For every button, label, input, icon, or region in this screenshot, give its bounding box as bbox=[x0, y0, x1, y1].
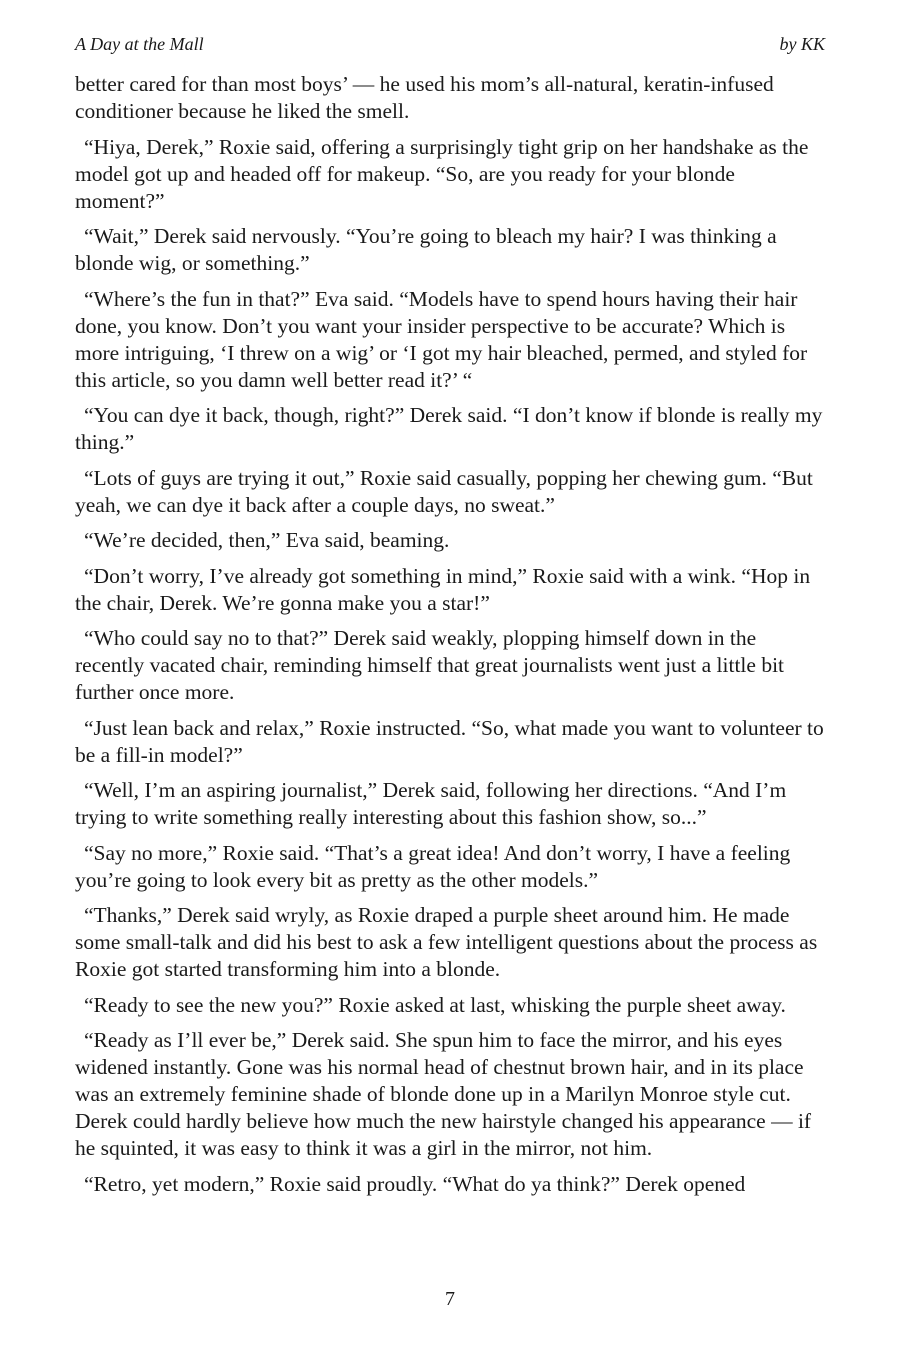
paragraph: “You can dye it back, though, right?” Derek said. “I don’t know if blonde is really my thing.” bbox=[75, 403, 823, 454]
paragraph: better cared for than most boys’ — he used his mom’s all-natural, keratin-infused conditioner because he liked the smell. bbox=[75, 72, 774, 123]
paragraph: “We’re decided, then,” Eva said, beaming. bbox=[84, 528, 450, 552]
paragraph: “Where’s the fun in that?” Eva said. “Models have to spend hours having their hair done, you know. Don’t you want your insider perspective to be accurate? Which is more intriguing, ‘I threw on a wig’ or ‘I got my hair bleached, permed, and styled for this article, so you damn well better read it?’ “ bbox=[75, 286, 808, 392]
paragraph: “Just lean back and relax,” Roxie instructed. “So, what made you want to volunteer to be a fill-in model?” bbox=[75, 715, 824, 767]
author-credit: by KK bbox=[779, 34, 825, 54]
paragraph: “Well, I’m an aspiring journalist,” Derek said, following her directions. “And I’m trying to write something really interesting about this fashion show, so...” bbox=[75, 778, 787, 829]
paragraph: “Retro, yet modern,” Roxie said proudly. “What do ya think?” Derek opened bbox=[84, 1171, 746, 1196]
body-text bbox=[75, 71, 827, 1206]
paragraph: “Lots of guys are trying it out,” Roxie said casually, popping her chewing gum. “But yeah, we can dye it back after a couple days, no sweat.” bbox=[75, 465, 813, 517]
book-title: A Day at the Mall bbox=[75, 34, 204, 54]
paragraph: “Don’t worry, I’ve already got something in mind,” Roxie said with a wink. “Hop in the chair, Derek. We’re gonna make you a star!” bbox=[75, 563, 811, 615]
paragraph: “Say no more,” Roxie said. “That’s a great idea! And don’t worry, I have a feeling you’re going to look every bit as pretty as the other models.” bbox=[75, 840, 791, 892]
paragraph: “Ready as I’ll ever be,” Derek said. She spun him to face the mirror, and his eyes widened instantly. Gone was his normal head of chestnut brown hair, and in its place was an extremely feminine shade of blonde done up in a Marilyn Monroe style cut. Derek could hardly believe how much the new hairstyle changed his appearance — if he squinted, it was easy to think it was a girl in the mirror, not him. bbox=[75, 1028, 812, 1160]
paragraph: “Hiya, Derek,” Roxie said, offering a surprisingly tight grip on her handshake as the model got up and headed off for makeup. “So, are you ready for your blonde moment?” bbox=[75, 134, 809, 213]
paragraph: “Wait,” Derek said nervously. “You’re going to bleach my hair? I was thinking a blonde wig, or something.” bbox=[75, 224, 777, 275]
page-number: 7 bbox=[445, 1288, 455, 1310]
paragraph: “Thanks,” Derek said wryly, as Roxie draped a purple sheet around him. He made some small-talk and did his best to ask a few intelligent questions about the process as Roxie got started transforming him into a blonde. bbox=[75, 903, 818, 981]
paragraph: “Who could say no to that?” Derek said weakly, plopping himself down in the recently vacated chair, reminding himself that great journalists went just a little bit further once more. bbox=[75, 626, 785, 704]
paragraph: “Ready to see the new you?” Roxie asked at last, whisking the purple sheet away. bbox=[84, 992, 786, 1017]
running-header bbox=[75, 34, 825, 58]
